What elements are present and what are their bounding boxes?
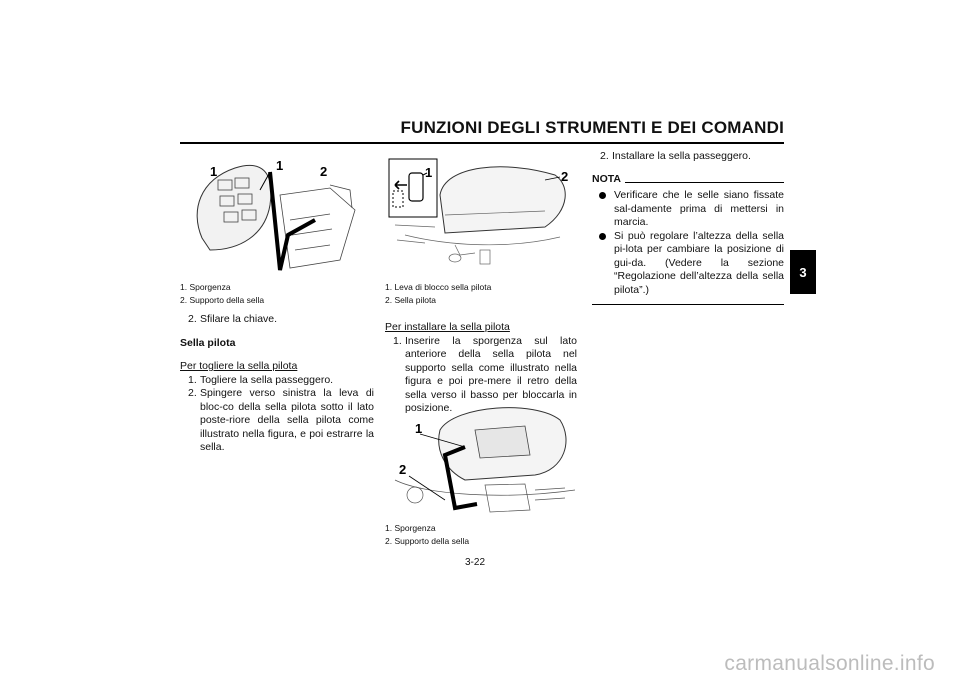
watermark: carmanualsonline.info — [724, 652, 935, 675]
list-item: 1. Togliere la sella passeggero. — [188, 373, 334, 386]
nota-end-rule — [592, 304, 784, 305]
fig1-callout-1b: 1 — [276, 158, 284, 173]
figure-1-captions — [180, 281, 370, 307]
fig3-callout-2: 2 — [399, 462, 407, 477]
seat-lock-lever-illustration — [385, 155, 580, 280]
nota-header — [592, 173, 784, 187]
caption-line: 1. Leva di blocco sella pilota — [385, 282, 492, 292]
list-item: 2. Sfilare la chiave. — [188, 313, 278, 325]
seat-install-illustration — [385, 400, 580, 520]
fig1-callout-1a: 1 — [210, 164, 218, 179]
nota-title: NOTA — [592, 172, 621, 185]
figure-2 — [385, 155, 580, 280]
section-heading: Sella pilota — [180, 336, 236, 349]
caption-line: 2. Supporto della sella — [385, 536, 470, 546]
list-item: Si può regolare l’altezza della sella pi-lota per cambiare la posizione di gui-da. (Vedere la sezione “Regolazione dell’altezza della sella pilota”.) — [592, 230, 784, 298]
list-item: 1. Inserire la sporgenza sul lato anteriore della sella pilota nel supporto sella come illustrato nella figura e poi pre-mere il retro della sella verso il basso per bloccarla in posizione. — [393, 334, 577, 414]
figure-1 — [180, 150, 370, 280]
subsection-heading: Per installare la sella pilota — [385, 321, 510, 333]
subsection-heading: Per togliere la sella pilota — [180, 360, 298, 372]
caption-line: 1. Sporgenza — [385, 523, 436, 533]
fig3-callout-1: 1 — [415, 421, 423, 436]
seat-support-illustration — [180, 150, 370, 280]
caption-line: 2. Sella pilota — [385, 295, 437, 305]
column-3 — [592, 150, 784, 305]
caption-line: 1. Sporgenza — [180, 282, 231, 292]
page-header-title: FUNZIONI DEGLI STRUMENTI E DEI COMANDI — [400, 118, 784, 137]
bullet-icon — [599, 233, 606, 240]
list-item: 2. Spingere verso sinistra la leva di bloc-co della sella pilota sotto il lato poste-riore della sella pilota come illustrato nella figura, e poi estrarre la sella. — [188, 387, 374, 453]
nota-rule — [625, 182, 784, 183]
caption-line: 2. Supporto della sella — [180, 295, 265, 305]
bullet-icon — [599, 192, 606, 199]
chapter-tab: 3 — [790, 250, 816, 294]
figure-2-captions — [385, 281, 580, 307]
header-rule — [180, 142, 784, 144]
fig2-callout-2: 2 — [561, 169, 569, 184]
list-item: 2. Installare la sella passeggero. — [600, 150, 751, 162]
fig1-callout-2: 2 — [320, 164, 328, 179]
figure-3 — [385, 400, 580, 520]
figure-3-captions — [385, 522, 580, 548]
fig2-callout-1: 1 — [425, 165, 433, 180]
page-number: 3-22 — [465, 557, 486, 568]
column-1 — [180, 313, 374, 455]
list-item: Verificare che le selle siano fissate sal-damente prima di mettersi in marcia. — [592, 189, 784, 230]
